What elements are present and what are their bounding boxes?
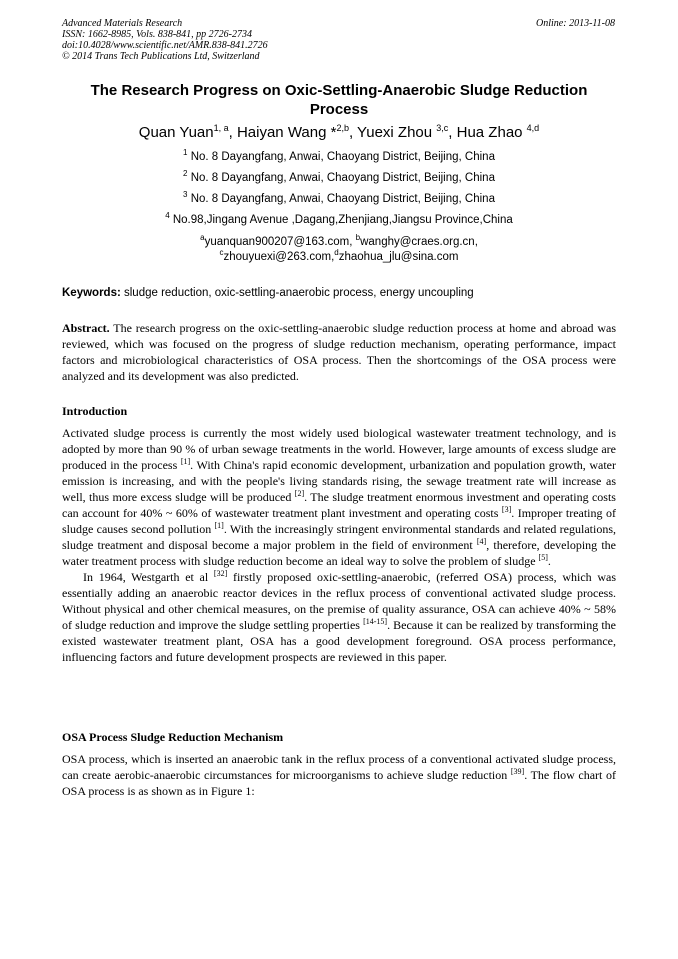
- paragraph: [62, 569, 616, 665]
- affiliation-sup: 4: [165, 211, 170, 220]
- author-list: Quan Yuan$^{1, a}$, Haiyan Wang *$^{2,b}$, Yuexi Zhou $^{3,c}$, Hua Zhao $^{4,d}$: [138, 123, 540, 141]
- citation: [5]: [538, 553, 548, 562]
- author-sup: 2,b: [336, 123, 349, 133]
- keywords-text: sludge reduction, oxic-settling-anaerobic process, energy uncoupling: [124, 287, 474, 299]
- email-link[interactable]: zhouyuexi@263.com: [223, 251, 332, 263]
- text-run: , therefore, developing the water treatment process with sludge reduction become an ideal way to solve the problem of sludge: [62, 538, 616, 568]
- email-sup: d: [334, 248, 339, 257]
- paper-title: The Research Progress on Oxic-Settling-Anaerobic Sludge Reduction Process: [90, 82, 588, 118]
- citation: [1]: [180, 457, 191, 466]
- keywords: [62, 286, 616, 300]
- text-run: In 1964, Westgarth et al: [83, 570, 214, 584]
- affiliation: [62, 171, 616, 185]
- text-run: . Improper treating of sludge causes second pollution: [62, 506, 617, 536]
- affiliation-sup: 3: [183, 190, 188, 199]
- citation: [39]: [510, 767, 525, 776]
- text-run: . With China's rapid economic development, urbanization and population growth, water emission is increasing, and with the people's living standards rising, the sewage treatment rate will increase as well, thus more excess sludge will be produced: [62, 458, 616, 504]
- section-heading-introduction: Introduction: [62, 404, 128, 418]
- affiliation: [62, 192, 616, 206]
- text-run: . With the increasingly stringent environmental standards and related regulations, sludge treatment and disposal become a major problem in the field of environment: [62, 522, 616, 552]
- text-run: . The flow chart of OSA process is as shown as in Figure 1:: [62, 768, 616, 798]
- affiliation: [62, 213, 616, 227]
- text-run: OSA process, which is inserted an anaerobic tank in the reflux process of a conventional activated sludge process, can create aerobic-anaerobic circumstances for microorganisms to achieve sludge reduction: [62, 752, 616, 782]
- affiliation: [62, 150, 616, 164]
- text-run: . The sludge treatment enormous investment and operating costs can account for 40% ~ 60% of wastewater treatment plant investment and operating costs: [62, 490, 616, 520]
- abstract-label: Abstract.: [62, 321, 110, 335]
- introduction-body: [62, 425, 616, 665]
- paragraph: [62, 751, 616, 799]
- osa-section-body: [62, 751, 616, 799]
- email-sup: b: [355, 233, 361, 242]
- email-link[interactable]: zhaohua_jlu@sina.com: [338, 251, 459, 263]
- online-date: Online: 2013-11-08: [536, 18, 615, 29]
- text-run: firstly proposed oxic-settling-anaerobic, (referred OSA) process, which was essentially adding an anaerobic reactor devices in the reflux process of conventional activated sludge process. Without physical and other chemical measures, on the premise of quality assurance, OSA can achieve 40% ~ 58% of sludge reduction and improve the sludge settling properties: [62, 570, 617, 632]
- journal-name: Advanced Materials Research: [62, 18, 183, 29]
- text-run: . Because it can be realized by transforming the existed wastewater treatment plant, OSA has a good development foreground. OSA process performance, influencing factors and future development prospects are reviewed in this paper.: [62, 618, 617, 664]
- email-list: $^a$yuanquan900207@163.com, $^b$wanghy@craes.org.cn, $^c$zhouyuexi@263.com,$^d$zhaohua_jlu@sina.com: [200, 233, 478, 263]
- author-name: Hua Zhao: [456, 124, 527, 141]
- section-heading-osa-mechanism: OSA Process Sludge Reduction Mechanism: [62, 730, 284, 744]
- affiliation-sup: 2: [183, 169, 188, 178]
- abstract-text: The research progress on the oxic-settling-anaerobic sludge reduction process at home and abroad was reviewed, which was focused on the progress of sludge reduction mechanism, operating performance, impact factors and microbiological characteristics of OSA process. Then the shortcomings of the OSA process were analyzed and its development was also predicted.: [62, 321, 616, 383]
- author-sup: 3,c: [436, 123, 449, 133]
- issn: ISSN: 1662-8985, Vols. 838-841, pp 2726-2734: [62, 29, 252, 40]
- paragraph: [62, 425, 616, 569]
- affiliation-text: No. 8 Dayangfang, Anwai, Chaoyang District, Beijing, China: [190, 151, 495, 163]
- email-link[interactable]: wanghy@craes.org.cn: [360, 236, 475, 248]
- author-name: Haiyan Wang *: [236, 124, 337, 141]
- citation: [32]: [213, 569, 228, 578]
- email-link[interactable]: yuanquan900207@163.com: [204, 236, 350, 248]
- affiliation-sup: 1: [183, 148, 188, 157]
- author-name: Quan Yuan: [138, 124, 214, 141]
- citation: [1]: [214, 521, 224, 530]
- author-sup: 1, a: [213, 123, 229, 133]
- citation: [3]: [501, 505, 512, 514]
- citation: [2]: [294, 489, 305, 498]
- email-sup: a: [200, 233, 205, 242]
- doi: doi:10.4028/www.scientific.net/AMR.838-841.2726: [62, 40, 268, 51]
- text-run: Activated sludge process is currently the most widely used biological wastewater treatment technology, and is adopted by more than 90 % of urban sewage treatments in the world. However, large amounts of excess sludge are produced in the process: [62, 426, 616, 472]
- email-sup: c: [219, 248, 224, 257]
- author-name: Yuexi Zhou: [357, 124, 437, 141]
- abstract: [62, 320, 616, 384]
- keywords-label: Keywords:: [62, 287, 121, 299]
- text-run: .: [547, 554, 551, 568]
- affiliation-text: No.98,Jingang Avenue ,Dagang,Zhenjiang,Jiangsu Province,China: [172, 214, 513, 226]
- copyright: © 2014 Trans Tech Publications Ltd, Switzerland: [62, 51, 260, 62]
- affiliation-text: No. 8 Dayangfang, Anwai, Chaoyang District, Beijing, China: [190, 172, 495, 184]
- author-sup: 4,d: [526, 123, 540, 133]
- affiliation-text: No. 8 Dayangfang, Anwai, Chaoyang District, Beijing, China: [190, 193, 495, 205]
- citation: [4]: [476, 537, 487, 546]
- citation: [14-15]: [363, 617, 388, 626]
